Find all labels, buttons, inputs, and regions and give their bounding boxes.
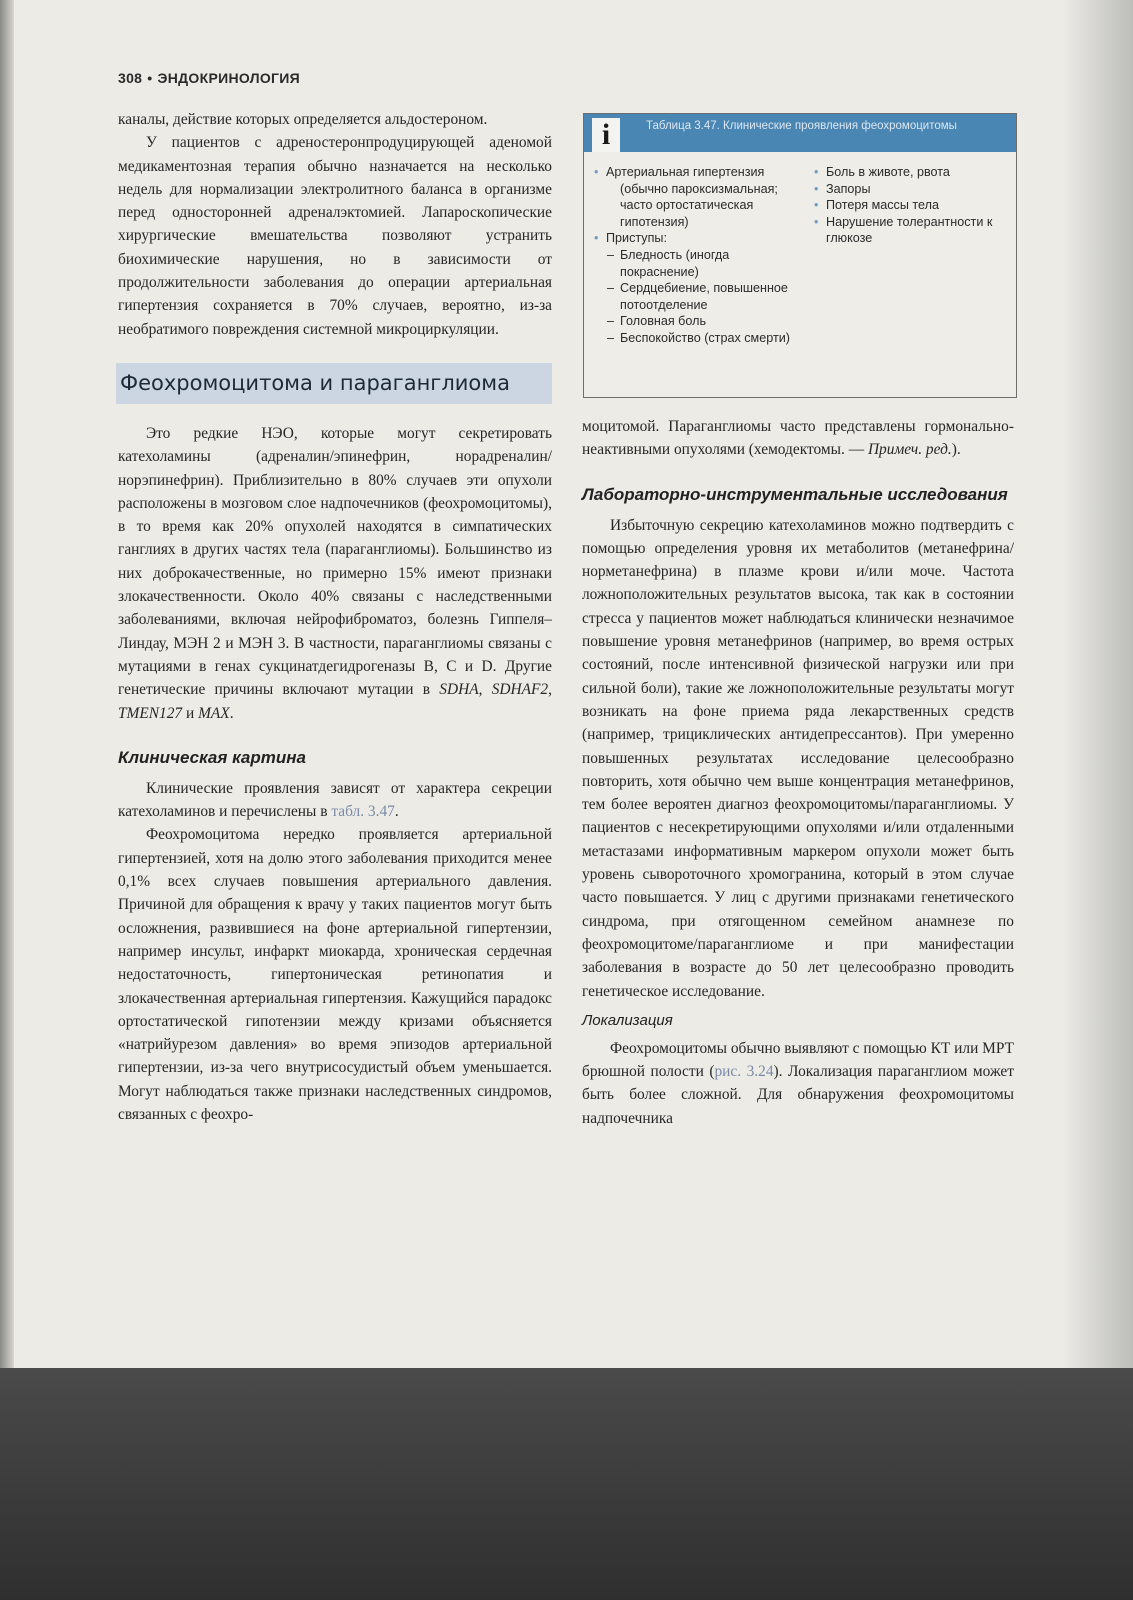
table-list-item: (обычно пароксизмальная; <box>620 181 778 196</box>
paragraph-text: ). Локализация параганглиом может быть более сложной. Для обнаружения феохромоцитомы надпочечника <box>582 1063 1014 1127</box>
table-list-item: – Бледность (иногда покраснение) <box>594 247 804 280</box>
paragraph-text: моцитомой. Параганглиомы часто представлены гормонально-неактивными опухолями (хемодектомы. — <box>582 418 1014 459</box>
left-column <box>118 108 552 1126</box>
paragraph <box>118 422 552 725</box>
sub-subheading: Локализация <box>582 1011 673 1029</box>
table-title: Таблица 3.47. Клинические проявления феохромоцитомы <box>646 120 957 132</box>
paragraph-text: Клинические проявления зависят от характера секреции катехоламинов и перечислены в <box>118 779 552 821</box>
running-header <box>118 70 300 86</box>
table-list-item: • Потеря массы тела <box>814 197 1014 214</box>
table-list-item: • Приступы: <box>594 230 804 247</box>
table-left-list <box>594 164 804 347</box>
subheading: Лабораторно-инструментальные исследования <box>582 484 1008 504</box>
paragraph: Феохромоцитома нередко проявляется артериальной гипертензией, хотя на долю этого заболевания приходится менее 0,1% всех случаев повышения артериального давления. Причиной для обращения к врачу у таких пациентов могут быть осложнения, развившиеся на фоне артериальной гипертензии, например инсульт, инфаркт миокарда, хроническая сердечная недостаточность, гипертоническая ретинопатия и злокачественная артериальная гипертензия. Кажущийся парадокс ортостатической гипотензии между кризами объясняется «натрийурезом давления» во время эпизодов артериальной гипертензии, из-за чего внутрисосудистый объем уменьшается. Могут наблюдаться также признаки наследственных синдромов, связанных с феохро- <box>118 826 552 1123</box>
header-section: ЭНДОКРИНОЛОГИЯ <box>157 70 300 86</box>
table-list-item: часто ортостатическая <box>620 198 754 213</box>
table-list-item: • Запоры <box>814 181 1014 198</box>
paragraph: У пациентов с адреностеронпродуцирующей аденомой медикаментозная терапия обычно назначается на несколько недель для нормализации электролитного баланса в организме перед односторонней адреналэктомией. Лапароскопические хирургические вмешательства позволяют устранить биохимические нарушения, но в зависимости от продолжительности заболевания до операции артериальная гипертензия сохраняется в 70% случаев, вероятно, из-за необратимого повреждения системной микроциркуляции. <box>118 134 552 338</box>
punctuation: . <box>394 803 399 821</box>
paragraph-text: Это редкие НЭО, которые могут секретировать катехоламины (адреналин/эпинефрин, норадреналин/норэпинефрин). Приблизительно в 80% случаев эти опухоли расположены в мозговом слое надпочечников (феохромоцитомы), в то время как 20% опухолей находятся в симпатических ганглиях в других частях тела (параганглиомы). Большинство из них доброкачественные, но примерно 15% имеют признаки злокачественности. Около 40% связаны с наследственными заболеваниями, включая нейрофиброматоз, болезнь Гиппеля–Линдау, МЭН 2 и МЭН 3. В частности, параганглиомы связаны с мутациями в генах сукцинатдегидрогеназы B, C и D. Другие генетические причины включают мутации в <box>118 424 552 699</box>
table-list-item: – Беспокойство (страх смерти) <box>594 330 804 347</box>
table-list-item: • Боль в животе, рвота <box>814 164 1014 181</box>
paragraph <box>118 777 552 824</box>
paragraph <box>582 415 1014 462</box>
header-separator: • <box>147 70 153 86</box>
info-table <box>583 113 1017 398</box>
info-icon: i <box>592 118 620 152</box>
table-reference-link[interactable]: табл. 3.47 <box>331 803 395 821</box>
gene-name: SDHAF2 <box>491 681 549 699</box>
page-curl-shadow <box>1063 0 1133 1372</box>
gene-conjunction: и <box>182 704 199 722</box>
paragraph: каналы, действие которых определяется альдостероном. <box>118 111 488 128</box>
paragraph <box>582 1037 1014 1130</box>
table-list-item: гипотензия) <box>620 214 689 229</box>
editor-note: Примеч. ред. <box>867 441 952 459</box>
right-column <box>582 415 1014 1130</box>
scan-background <box>0 1368 1133 1600</box>
gene-separator: , <box>478 681 492 699</box>
table-right-list <box>814 164 1014 247</box>
paragraph-text: Феохромоцитомы обычно выявляют с помощью КТ или МРТ брюшной полости ( <box>582 1039 1014 1081</box>
punctuation: ). <box>951 441 961 459</box>
section-title: Феохромоцитома и параганглиома <box>116 363 552 404</box>
punctuation: . <box>229 704 234 722</box>
table-list-item: • Артериальная гипертензия <box>594 164 804 181</box>
table-header <box>584 114 1016 152</box>
paragraph: Избыточную секрецию катехоламинов можно подтвердить с помощью определения уровня их метаболитов (метанефрина/норметанефрина) в плазме крови и/или моче. Частота ложноположительных результатов высока, так как в состоянии стресса у пациентов может наблюдаться клинически незначимое повышение уровня метанефринов (например, во время острых состояний, после интенсивной физической нагрузки или при сильной боли), такие же ложноположительные результаты могут возникать на фоне приема ряда лекарственных средств (например, трициклических антидепрессантов). При умеренно повышенных результатах исследование целесообразно повторить, хотя обычно чем выше концентрация метанефринов, тем более вероятен диагноз феохромоцитомы/параганглиомы. У пациентов с несекретирующими опухолями и/или отдаленными метастазами информативным маркером опухоли может быть уровень сывороточного хромогранина, который в этом случае часто повышается. У лиц с другими признаками генетического синдрома, при отягощенном семейном анамнезе по феохромоцитоме/параганглиоме и при манифестации заболевания в возрасте до 50 лет целесообразно проводить генетическое исследование. <box>582 516 1014 1000</box>
gene-separator: , <box>548 681 552 699</box>
figure-reference-link[interactable]: рис. 3.24 <box>714 1063 774 1081</box>
table-list-item: – Сердцебиение, повышенное потоотделение <box>594 280 804 313</box>
table-list-item: • Нарушение толерантности к глюкозе <box>814 214 1014 247</box>
gene-name: SDHA <box>439 681 479 699</box>
subheading: Клиническая картина <box>118 747 306 767</box>
table-list-item: – Головная боль <box>594 313 804 330</box>
gene-name: TMEN127 <box>118 704 183 722</box>
book-spine <box>0 0 14 1372</box>
page-number: 308 <box>118 70 143 86</box>
gene-name: MAX <box>198 704 230 722</box>
